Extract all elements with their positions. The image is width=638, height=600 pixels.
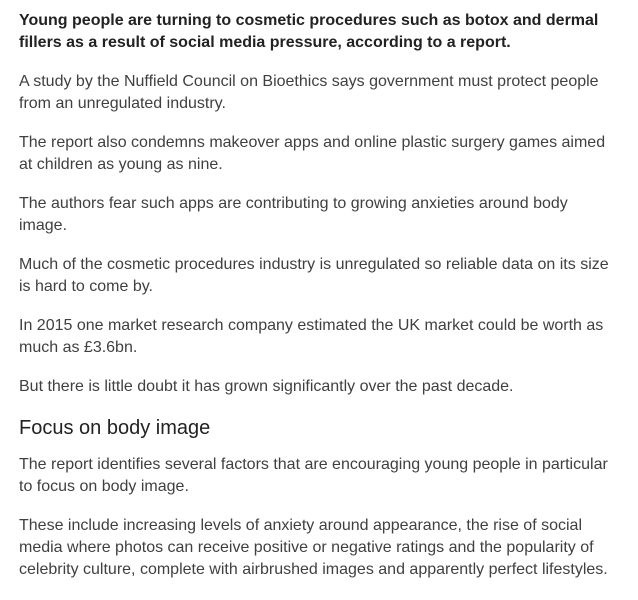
article-paragraph: The report also condemns makeover apps and online plastic surgery games aimed at children as young as nine. — [19, 134, 606, 173]
article-paragraph: Much of the cosmetic procedures industry is unregulated so reliable data on its size is hard to come by. — [19, 256, 609, 295]
article-body — [19, 10, 619, 581]
section-paragraph: These include increasing levels of anxiety around appearance, the rise of social media where photos can receive positive or negative ratings and the popularity of celebrity culture, complete with airbrushed images and apparently perfect lifestyles. — [19, 517, 608, 578]
article-paragraph: In 2015 one market research company estimated the UK market could be worth as much as £3.6bn. — [19, 317, 604, 356]
article-lead: Young people are turning to cosmetic procedures such as botox and dermal fillers as a result of social media pressure, according to a report. — [19, 12, 599, 51]
article-paragraph: The authors fear such apps are contributing to growing anxieties around body image. — [19, 195, 568, 234]
article-paragraph: A study by the Nuffield Council on Bioethics says government must protect people from an unregulated industry. — [19, 73, 599, 112]
section-heading: Focus on body image — [19, 417, 211, 439]
section-paragraph: The report identifies several factors that are encouraging young people in particular to focus on body image. — [19, 456, 608, 495]
article-paragraph: But there is little doubt it has grown significantly over the past decade. — [19, 378, 514, 395]
